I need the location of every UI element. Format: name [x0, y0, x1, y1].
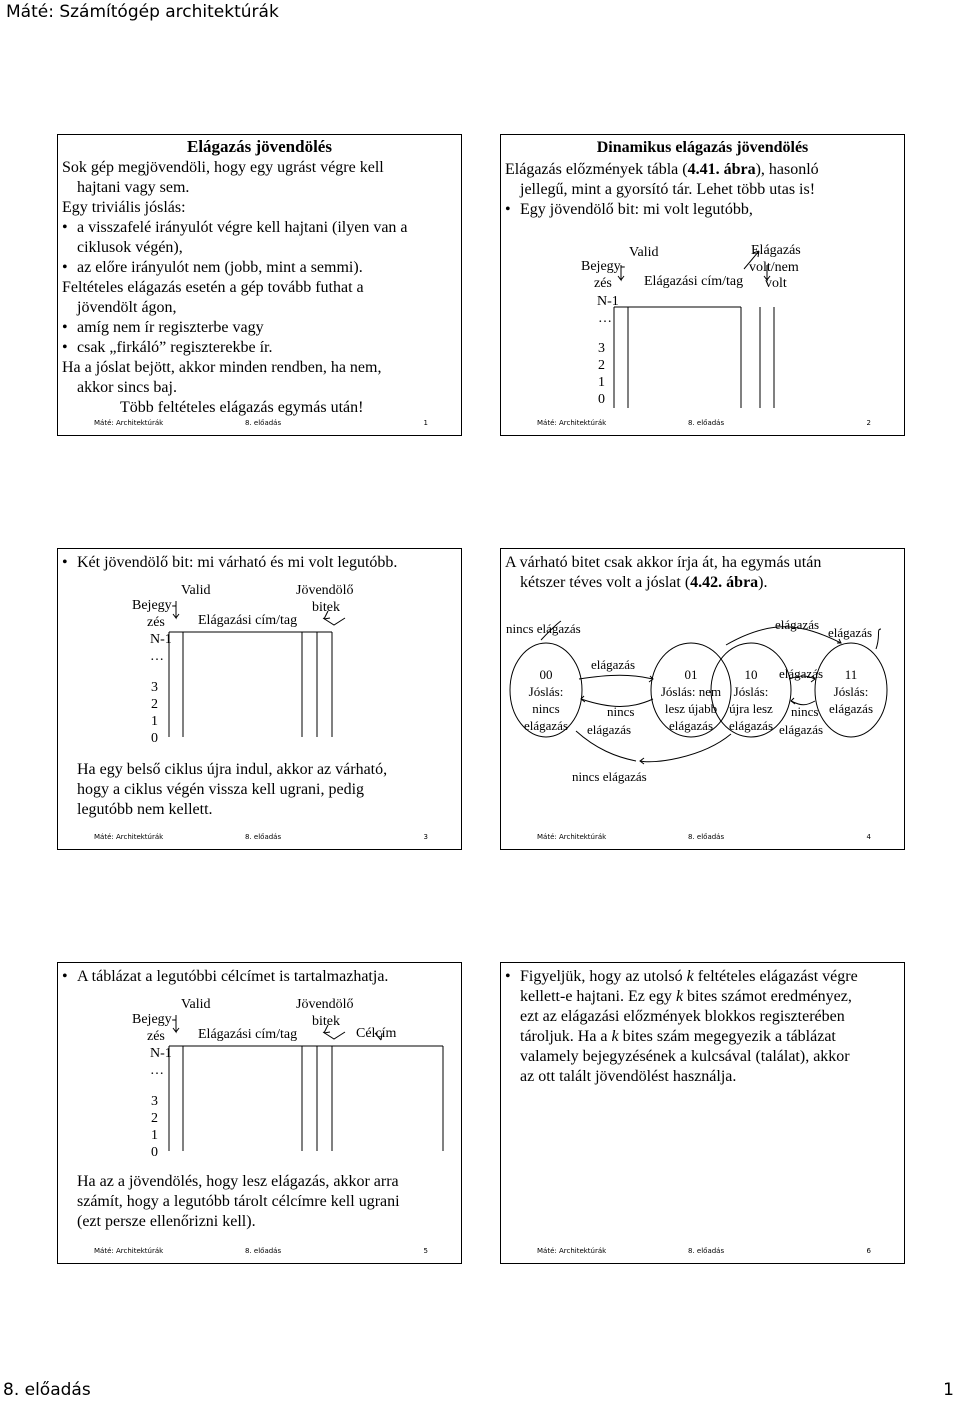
col-address-label: Elágazási cím/tag — [198, 1027, 298, 1042]
row-entry-label: Bejegy- — [581, 259, 626, 274]
slide-title: Elágazás jövendölés — [187, 137, 332, 156]
text-line: tároljuk. Ha a k bites szám megegyezik a táblázat — [520, 1028, 836, 1045]
slide-5 — [57, 962, 462, 1264]
row-label: 0 — [151, 1145, 158, 1160]
slide-2 — [500, 134, 905, 436]
row-label: 1 — [598, 375, 605, 390]
figure-reference: 4.42. ábra — [690, 574, 759, 591]
row-label: 3 — [151, 680, 158, 695]
state-10-label: Jóslás: — [733, 684, 769, 699]
state-01-label: Jóslás: nem — [660, 684, 722, 699]
slide-4 — [500, 548, 905, 850]
figure-reference: 4.41. ábra — [687, 161, 756, 178]
col-branch-label: Elágazás — [751, 243, 801, 258]
state-00-label: elágazás — [523, 718, 569, 733]
row-label: 1 — [151, 1128, 158, 1143]
state-machine-diagram — [501, 549, 904, 849]
row-label: 0 — [598, 392, 605, 407]
col-prediction-label: Jövendölő — [296, 997, 354, 1012]
bullet-item: • csak „firkáló” regiszterekbe ír. — [77, 338, 272, 358]
state-10-label: elágazás — [728, 718, 774, 733]
row-label: N-1 — [150, 1046, 172, 1061]
row-label: … — [598, 311, 612, 326]
text-line: ezt az elágazási előzmények blokkos regiszterében — [520, 1008, 845, 1025]
text-line: (ezt persze ellenőrizni kell). — [77, 1213, 256, 1230]
edge-label: nincs elágazás — [572, 769, 647, 784]
col-target-label: Célcím — [356, 1026, 397, 1041]
bullet-item: • Egy jövendölő bit: mi volt legutóbb, — [520, 200, 753, 220]
text-line: legutóbb nem kellett. — [77, 801, 213, 818]
slide-6 — [500, 962, 905, 1264]
state-00-label: Jóslás: — [528, 684, 564, 699]
slide-footer-course: Máté: Architektúrák — [537, 419, 607, 427]
slide-title: Dinamikus elágazás jövendölés — [596, 139, 809, 156]
slide-number: 4 — [866, 833, 871, 841]
text-line: ciklusok végén), — [77, 239, 183, 256]
text-line: az ott talált jövendölést használja. — [520, 1068, 737, 1085]
row-label: 1 — [151, 714, 158, 729]
state-00-label: 00 — [539, 667, 553, 682]
row-entry-label: Bejegy- — [132, 598, 177, 613]
col-branch-label: volt — [765, 276, 787, 291]
col-address-label: Elágazási cím/tag — [198, 613, 298, 628]
edge-label: elágazás — [779, 666, 824, 681]
slide-footer-lecture: 8. előadás — [688, 419, 725, 427]
document-header-title: Máté: Számítógép architektúrák — [6, 2, 279, 22]
slide-footer-course: Máté: Architektúrák — [94, 833, 164, 841]
bullet-item: • Figyeljük, hogy az utolsó k feltételes elágazást végre — [520, 967, 858, 987]
document-page-number: 1 — [943, 1380, 954, 1400]
bullet-item: • az előre irányulót nem (jobb, mint a semmi). — [77, 258, 363, 278]
col-branch-label: volt/nem — [749, 260, 799, 275]
col-valid-label: Valid — [181, 997, 211, 1012]
col-valid-label: Valid — [181, 583, 211, 598]
row-label: 2 — [151, 697, 158, 712]
state-10-label: újra lesz — [729, 701, 773, 716]
state-00-label: nincs — [532, 701, 560, 716]
text-line: hajtani vagy sem. — [77, 179, 190, 196]
edge-label: elágazás — [591, 657, 636, 672]
row-label: 3 — [598, 341, 605, 356]
slide-number: 1 — [423, 419, 428, 427]
row-label: N-1 — [597, 294, 619, 309]
state-01-label: elágazás — [668, 718, 714, 733]
slide-footer-course: Máté: Architektúrák — [537, 1247, 607, 1255]
row-entry-label: zés — [147, 1029, 165, 1044]
text-line: A várható bitet csak akkor írja át, ha egymás után — [505, 554, 822, 571]
edge-label: nincs elágazás — [506, 621, 581, 636]
slide-number: 3 — [423, 833, 428, 841]
row-label: … — [150, 649, 164, 664]
col-valid-label: Valid — [629, 245, 659, 260]
slide-footer-course: Máté: Architektúrák — [94, 419, 164, 427]
state-01-label: 01 — [684, 667, 698, 682]
slide-footer-lecture: 8. előadás — [688, 1247, 725, 1255]
state-11-label: elágazás — [828, 701, 874, 716]
edge-label: elágazás — [587, 722, 632, 737]
text-line: jellegű, mint a gyorsító tár. Lehet több utas is! — [520, 181, 816, 198]
row-label: 2 — [598, 358, 605, 373]
text-line: valamely bejegyzésének a kulcsával (találat), akkor — [520, 1048, 850, 1065]
col-prediction-label: Jövendölő — [296, 583, 354, 598]
slide-footer-lecture: 8. előadás — [245, 833, 282, 841]
slide-footer-lecture: 8. előadás — [245, 419, 282, 427]
text-line: számít, hogy a legutóbb tárolt célcímre kell ugrani — [77, 1193, 400, 1210]
col-address-label: Elágazási cím/tag — [644, 274, 744, 289]
text-line: Több feltételes elágazás egymás után! — [120, 399, 364, 416]
text-line: Elágazás előzmények tábla (4.41. ábra), hasonló — [505, 161, 819, 178]
text-line: Ha egy belső ciklus újra indul, akkor az várható, — [77, 761, 388, 778]
row-entry-label: Bejegy- — [132, 1012, 177, 1027]
slide-number: 6 — [866, 1247, 871, 1255]
text-line: Feltételes elágazás esetén a gép tovább futhat a — [62, 279, 364, 296]
state-10-label: 10 — [744, 667, 758, 682]
edge-label: elágazás — [775, 617, 820, 632]
row-label: 3 — [151, 1094, 158, 1109]
slide-3 — [57, 548, 462, 850]
edge-label: elágazás — [779, 722, 824, 737]
text-line: akkor sincs baj. — [77, 379, 177, 396]
edge-label: nincs — [791, 704, 819, 719]
slide-1 — [57, 134, 462, 436]
slide-footer-lecture: 8. előadás — [245, 1247, 282, 1255]
slide-footer-course: Máté: Architektúrák — [94, 1247, 164, 1255]
document-footer-lecture: 8. előadás — [3, 1380, 91, 1400]
bullet-item: • A táblázat a legutóbbi célcímet is tartalmazhatja. — [77, 967, 388, 987]
state-11-label: 11 — [844, 667, 858, 682]
row-label: 0 — [151, 731, 158, 746]
bullet-item: • a visszafelé irányulót végre kell hajtani (ilyen van a — [77, 218, 408, 238]
text-line: Ha az a jövendölés, hogy lesz elágazás, akkor arra — [77, 1173, 399, 1190]
text-line: kellett-e hajtani. Ez egy k bites számot eredményez, — [520, 988, 852, 1005]
text-line: jövendölt ágon, — [77, 299, 177, 316]
text-line: Sok gép megjövendöli, hogy egy ugrást végre kell — [62, 159, 384, 176]
state-11-label: Jóslás: — [833, 684, 869, 699]
row-label: N-1 — [150, 632, 172, 647]
row-entry-label: zés — [147, 615, 165, 630]
text-line: Egy triviális jóslás: — [62, 199, 186, 216]
slide-number: 5 — [423, 1247, 428, 1255]
state-01-label: lesz újabb — [664, 701, 718, 716]
edge-label: elágazás — [828, 625, 873, 640]
row-entry-label: zés — [594, 276, 612, 291]
text-line: hogy a ciklus végén vissza kell ugrani, pedig — [77, 781, 365, 798]
row-label: … — [150, 1063, 164, 1078]
slide-number: 2 — [866, 419, 871, 427]
col-prediction-label: bitek — [312, 600, 340, 615]
edge-label: nincs — [607, 704, 635, 719]
slide-footer-course: Máté: Architektúrák — [537, 833, 607, 841]
bullet-item: • Két jövendölő bit: mi várható és mi volt legutóbb. — [77, 553, 397, 573]
row-label: 2 — [151, 1111, 158, 1126]
text-line: Ha a jóslat bejött, akkor minden rendben, ha nem, — [62, 359, 382, 376]
col-prediction-label: bitek — [312, 1014, 340, 1029]
bullet-item: • amíg nem ír regiszterbe vagy — [77, 318, 264, 338]
text-line: kétszer téves volt a jóslat (4.42. ábra). — [520, 574, 768, 591]
slide-footer-lecture: 8. előadás — [688, 833, 725, 841]
